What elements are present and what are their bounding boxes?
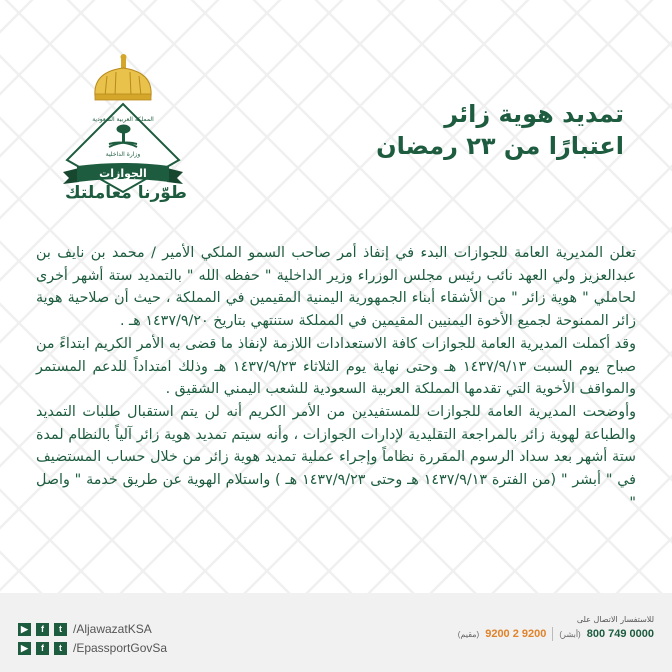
crown-icon — [95, 54, 151, 100]
contact-numbers — [458, 627, 654, 641]
emblem-text: وزارة الداخلية — [105, 151, 141, 158]
facebook-icon[interactable]: f — [36, 642, 49, 655]
page-title — [264, 98, 624, 162]
title-line-1: تمديد هوية زائر — [444, 100, 624, 128]
paragraph-1: تعلن المديرية العامة للجوازات البدء في إنفاذ أمر صاحب السمو الملكي الأمير / محمد بن نايف بن عبدالعزيز ولي العهد نائب رئيس مجلس الوزراء وزير الداخلية " حفظه الله " بالتمديد ستة أشهر أخرى لحاملي " هوية زائر " من الأشقاء أبناء الجمهورية اليمنية المقيمين في المملكة ، حيث أن صلاحية هوية زائر الممنوحة لجميع الأخوة اليمنيين المقيمين في المملكة ستنتهي بتاريخ ١٤٣٧/٩/٢٠ هـ . — [36, 245, 636, 330]
title-line-2: اعتبارًا من ٢٣ رمضان — [376, 132, 624, 160]
svg-text:الجوازات: الجوازات — [99, 167, 147, 180]
social-row-aljawazat — [18, 622, 152, 636]
jawazat-emblem-icon — [55, 52, 195, 202]
svg-text:المملكة العربية السعودية: المملكة العربية السعودية — [92, 116, 154, 123]
social-row-epassport — [18, 641, 167, 655]
paragraph-3: وأوضحت المديرية العامة للجوازات للمستفيدين من الأمر الكريم أنه لن يتم استقبال طلبات التمديد والطباعة لهوية زائر بالمراجعة التقليدية لإدارات الجوازات ، وأنه سيتم تمديد هوية زائر آلياً بالنظام لمدة ستة أشهر بعد سداد الرسوم المقررة نظاماً وإجراء عملية تمديد هوية زائر من خلال حساب المستضيف في " أبشر " (من الفترة ١٤٣٧/٩/١٣ هـ وحتى ١٤٣٧/٩/٢٣ هـ ) واستلام الهوية عن طريق خدمة " واصل " — [36, 403, 636, 511]
slogan: طوّرنا معاملتك — [65, 183, 187, 203]
twitter-icon[interactable]: t — [54, 642, 67, 655]
resident-tag: (مقيم) — [457, 629, 480, 639]
absher-number[interactable]: 800 749 0000 — [586, 628, 654, 640]
absher-tag: (أبشر) — [559, 629, 581, 639]
twitter-icon[interactable]: t — [54, 623, 67, 636]
resident-number[interactable]: 9200 2 9200 — [485, 628, 547, 640]
contact-label: للاستفسار الاتصال على — [576, 615, 654, 624]
paragraph-2: وقد أكملت المديرية العامة للجوازات كافة الاستعدادات اللازمة لإنفاذ ما قضى به الأمر الكريم ابتداءً من صباح يوم السبت ١٤٣٧/٩/١٣ هـ وحتى نهاية يوم الثلاثاء ١٤٣٧/٩/٢٣ هـ وذلك امتداداً للدعم المستمر والمواقف الأخوية التي تقدمها المملكة العربية السعودية للشعب اليمني الشقيق . — [36, 335, 636, 398]
jawazat-logo — [55, 52, 195, 202]
youtube-icon[interactable]: ▶ — [18, 623, 31, 636]
facebook-icon[interactable]: f — [36, 623, 49, 636]
contact-info — [458, 615, 654, 641]
social-handle[interactable]: /EpassportGovSa — [73, 641, 168, 655]
footer — [0, 593, 672, 672]
youtube-icon[interactable]: ▶ — [18, 642, 31, 655]
divider — [552, 627, 553, 641]
social-handle[interactable]: /AljawazatKSA — [73, 622, 152, 636]
announcement-body — [36, 242, 636, 514]
